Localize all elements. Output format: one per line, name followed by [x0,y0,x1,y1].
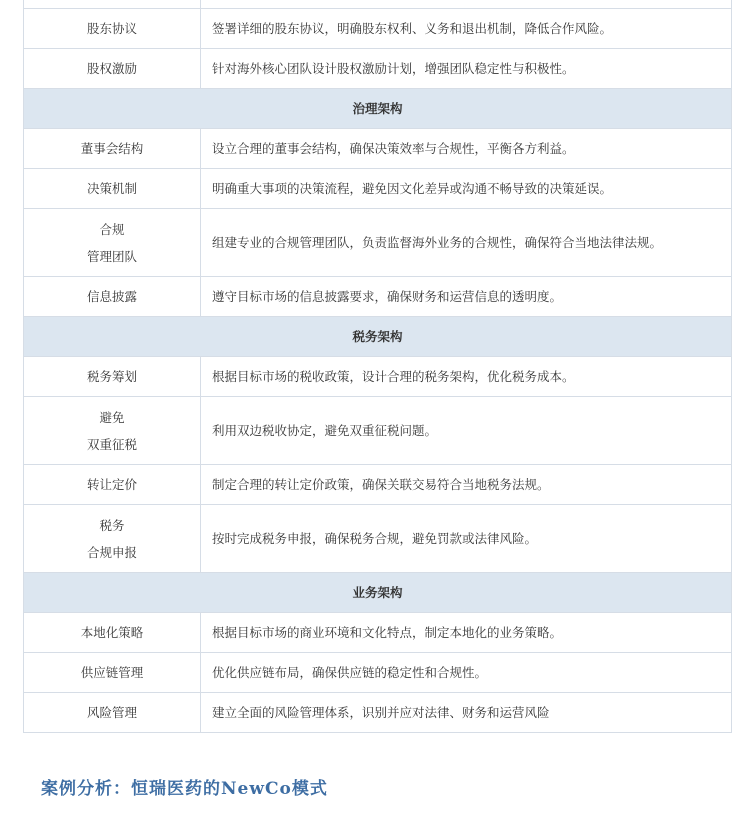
desc-cell: 针对海外核心团队设计股权激励计划，增强团队稳定性与积极性。 [201,49,732,89]
item-cell [24,209,201,277]
item-cell: 供应链管理 [24,653,201,693]
desc-cell: 明确重大事项的决策流程，避免因文化差异或沟通不畅导致的决策延误。 [201,169,732,209]
table-row [24,397,732,465]
desc-cell: 建立全面的风险管理体系，识别并应对法律、财务和运营风险 [201,693,732,733]
desc-cell: 组建专业的合规管理团队，负责监督海外业务的合规性，确保符合当地法律法规。 [201,209,732,277]
desc-cell: 遵守目标市场的信息披露要求，确保财务和运营信息的透明度。 [201,277,732,317]
desc-cell: 根据目标市场的税收政策，设计合理的税务架构，优化税务成本。 [201,357,732,397]
item-line: 合规申报 [86,544,137,560]
desc-cell [201,0,732,9]
section-title: 税务架构 [24,317,732,357]
item-line: 合规 [99,221,125,237]
item-cell: 决策机制 [24,169,201,209]
desc-cell: 根据目标市场的商业环境和文化特点，制定本地化的业务策略。 [201,613,732,653]
item-line: 双重征税 [86,436,137,452]
item-cell [24,397,201,465]
section-title: 治理架构 [24,89,732,129]
structure-table [23,0,732,733]
item-cell: 董事会结构 [24,129,201,169]
item-cell: 风险管理 [24,693,201,733]
item-cell: 税务筹划 [24,357,201,397]
table-row [24,465,732,505]
item-line: 管理团队 [86,248,137,264]
desc-cell: 利用双边税收协定，避免双重征税问题。 [201,397,732,465]
table-row [24,613,732,653]
item-cell: 转让定价 [24,465,201,505]
item-line: 税务 [99,517,125,533]
desc-cell: 优化供应链布局，确保供应链的稳定性和合规性。 [201,653,732,693]
table-row [24,653,732,693]
table-row [24,49,732,89]
desc-cell: 按时完成税务申报，确保税务合规，避免罚款或法律风险。 [201,505,732,573]
section-title: 业务架构 [24,573,732,613]
table-row [24,357,732,397]
desc-cell: 设立合理的董事会结构，确保决策效率与合规性，平衡各方利益。 [201,129,732,169]
table-row [24,169,732,209]
table-row [24,129,732,169]
section-header-business [24,573,732,613]
section-header-governance [24,89,732,129]
item-cell: 股权激励 [24,49,201,89]
structure-table-container [23,0,732,733]
item-cell [24,505,201,573]
case-study-heading: 案例分析：恒瑞医药的NewCo模式 [41,779,328,799]
item-line: 避免 [99,409,125,425]
item-cell: 信息披露 [24,277,201,317]
desc-cell: 制定合理的转让定价政策，确保关联交易符合当地税务法规。 [201,465,732,505]
table-row [24,9,732,49]
item-cell: 股东协议 [24,9,201,49]
desc-cell: 签署详细的股东协议，明确股东权利、义务和退出机制，降低合作风险。 [201,9,732,49]
section-header-tax [24,317,732,357]
table-row [24,209,732,277]
table-row [24,693,732,733]
item-cell [24,0,201,9]
item-cell: 本地化策略 [24,613,201,653]
table-row [24,505,732,573]
table-row [24,277,732,317]
table-row [24,0,732,9]
